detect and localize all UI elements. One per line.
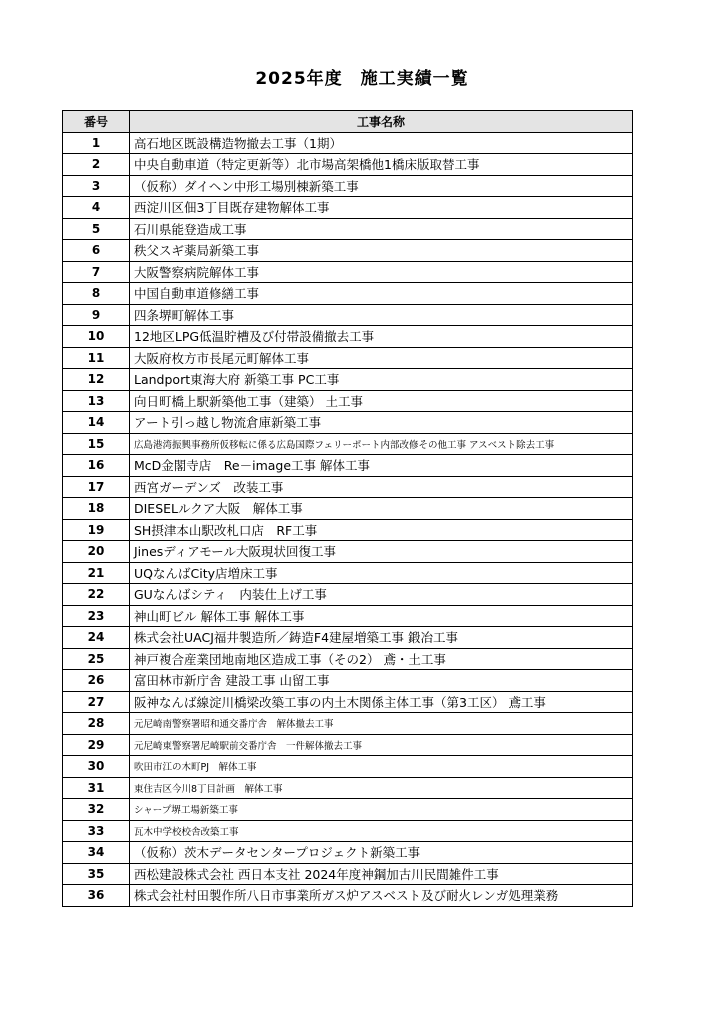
table-body — [63, 132, 633, 906]
row-number: 25 — [63, 648, 130, 670]
project-name: （仮称）ダイヘン中形工場別棟新築工事 — [130, 175, 633, 197]
table-row — [63, 605, 633, 627]
row-number: 7 — [63, 261, 130, 283]
table-row — [63, 476, 633, 498]
project-name: 中央自動車道（特定更新等）北市場高架橋他1橋床版取替工事 — [130, 154, 633, 176]
page-title: 2025年度 施工実績一覧 — [255, 69, 469, 89]
table-row — [63, 562, 633, 584]
row-number: 16 — [63, 455, 130, 477]
project-name: （仮称）茨木データセンタープロジェクト新築工事 — [130, 842, 633, 864]
table-row — [63, 842, 633, 864]
project-name: SH摂津本山駅改札口店 RF工事 — [130, 519, 633, 541]
project-name: 広島港湾振興事務所仮移転に係る広島国際フェリーポート内部改修その他工事 アスベスト除去工事 — [130, 433, 633, 455]
project-name: 株式会社村田製作所八日市事業所ガス炉アスベスト及び耐火レンガ処理業務 — [130, 885, 633, 907]
table-row — [63, 390, 633, 412]
table-row — [63, 713, 633, 735]
row-number: 33 — [63, 820, 130, 842]
project-name: 富田林市新庁舎 建設工事 山留工事 — [130, 670, 633, 692]
project-name: 秩父スギ薬局新築工事 — [130, 240, 633, 262]
table-row — [63, 283, 633, 305]
table-row — [63, 175, 633, 197]
row-number: 15 — [63, 433, 130, 455]
table-row — [63, 197, 633, 219]
table-row — [63, 304, 633, 326]
table-row — [63, 412, 633, 434]
project-name: 大阪府枚方市長尾元町解体工事 — [130, 347, 633, 369]
project-name: 高石地区既設構造物撤去工事（1期） — [130, 132, 633, 154]
row-number: 34 — [63, 842, 130, 864]
project-name: DIESELルクア大阪 解体工事 — [130, 498, 633, 520]
number-column-header: 番号 — [63, 111, 130, 133]
row-number: 21 — [63, 562, 130, 584]
row-number: 28 — [63, 713, 130, 735]
row-number: 29 — [63, 734, 130, 756]
table-row — [63, 519, 633, 541]
row-number: 6 — [63, 240, 130, 262]
project-name: 元尼崎東警察署尼崎駅前交番庁舎 一件解体撤去工事 — [130, 734, 633, 756]
row-number: 13 — [63, 390, 130, 412]
row-number: 4 — [63, 197, 130, 219]
row-number: 32 — [63, 799, 130, 821]
table-header-row — [63, 111, 633, 133]
row-number: 24 — [63, 627, 130, 649]
project-name: McD金閣寺店 Re－image工事 解体工事 — [130, 455, 633, 477]
project-name: 西宮ガーデンズ 改装工事 — [130, 476, 633, 498]
project-name: 四条堺町解体工事 — [130, 304, 633, 326]
row-number: 27 — [63, 691, 130, 713]
project-name: 12地区LPG低温貯槽及び付帯設備撤去工事 — [130, 326, 633, 348]
row-number: 17 — [63, 476, 130, 498]
project-name: 株式会社UACJ福井製造所／鋳造F4建屋増築工事 鍛冶工事 — [130, 627, 633, 649]
table-row — [63, 691, 633, 713]
row-number: 30 — [63, 756, 130, 778]
project-name: 神山町ビル 解体工事 解体工事 — [130, 605, 633, 627]
row-number: 9 — [63, 304, 130, 326]
project-name: 神戸複合産業団地南地区造成工事（その2） 鳶・土工事 — [130, 648, 633, 670]
table-row — [63, 154, 633, 176]
row-number: 2 — [63, 154, 130, 176]
row-number: 19 — [63, 519, 130, 541]
table-row — [63, 627, 633, 649]
table-row — [63, 584, 633, 606]
table-row — [63, 734, 633, 756]
table-row — [63, 863, 633, 885]
table-row — [63, 433, 633, 455]
table-row — [63, 756, 633, 778]
row-number: 5 — [63, 218, 130, 240]
project-name: 石川県能登造成工事 — [130, 218, 633, 240]
row-number: 1 — [63, 132, 130, 154]
table-row — [63, 455, 633, 477]
project-name: 西松建設株式会社 西日本支社 2024年度神鋼加古川民間雑件工事 — [130, 863, 633, 885]
project-name: 西淀川区佃3丁目既存建物解体工事 — [130, 197, 633, 219]
row-number: 35 — [63, 863, 130, 885]
table-row — [63, 670, 633, 692]
project-name: UQなんばCity店増床工事 — [130, 562, 633, 584]
table-row — [63, 261, 633, 283]
row-number: 11 — [63, 347, 130, 369]
table-row — [63, 132, 633, 154]
table-row — [63, 218, 633, 240]
row-number: 10 — [63, 326, 130, 348]
table-row — [63, 326, 633, 348]
table-row — [63, 777, 633, 799]
row-number: 18 — [63, 498, 130, 520]
name-column-header: 工事名称 — [130, 111, 633, 133]
project-name: 東住吉区今川8丁目計画 解体工事 — [130, 777, 633, 799]
row-number: 12 — [63, 369, 130, 391]
project-name: 吹田市江の木町PJ 解体工事 — [130, 756, 633, 778]
row-number: 22 — [63, 584, 130, 606]
project-name: 向日町橋上駅新築他工事（建築） 土工事 — [130, 390, 633, 412]
row-number: 8 — [63, 283, 130, 305]
table-row — [63, 799, 633, 821]
project-name: 元尼崎南警察署昭和通交番庁舎 解体撤去工事 — [130, 713, 633, 735]
project-name: Jinesディアモール大阪現状回復工事 — [130, 541, 633, 563]
project-name: Landport東海大府 新築工事 PC工事 — [130, 369, 633, 391]
row-number: 31 — [63, 777, 130, 799]
table-row — [63, 240, 633, 262]
project-name: シャープ堺工場新築工事 — [130, 799, 633, 821]
project-name: 阪神なんば線淀川橋梁改築工事の内土木関係主体工事（第3工区） 鳶工事 — [130, 691, 633, 713]
project-name: 中国自動車道修繕工事 — [130, 283, 633, 305]
construction-record-table — [62, 110, 633, 907]
row-number: 3 — [63, 175, 130, 197]
table-row — [63, 820, 633, 842]
table-row — [63, 885, 633, 907]
project-name: 瓦木中学校校舎改築工事 — [130, 820, 633, 842]
table-row — [63, 541, 633, 563]
row-number: 36 — [63, 885, 130, 907]
row-number: 14 — [63, 412, 130, 434]
project-name: GUなんばシティ 内装仕上げ工事 — [130, 584, 633, 606]
project-name: アート引っ越し物流倉庫新築工事 — [130, 412, 633, 434]
row-number: 26 — [63, 670, 130, 692]
table-row — [63, 347, 633, 369]
project-name: 大阪警察病院解体工事 — [130, 261, 633, 283]
row-number: 23 — [63, 605, 130, 627]
row-number: 20 — [63, 541, 130, 563]
table-row — [63, 369, 633, 391]
table-row — [63, 498, 633, 520]
table-row — [63, 648, 633, 670]
